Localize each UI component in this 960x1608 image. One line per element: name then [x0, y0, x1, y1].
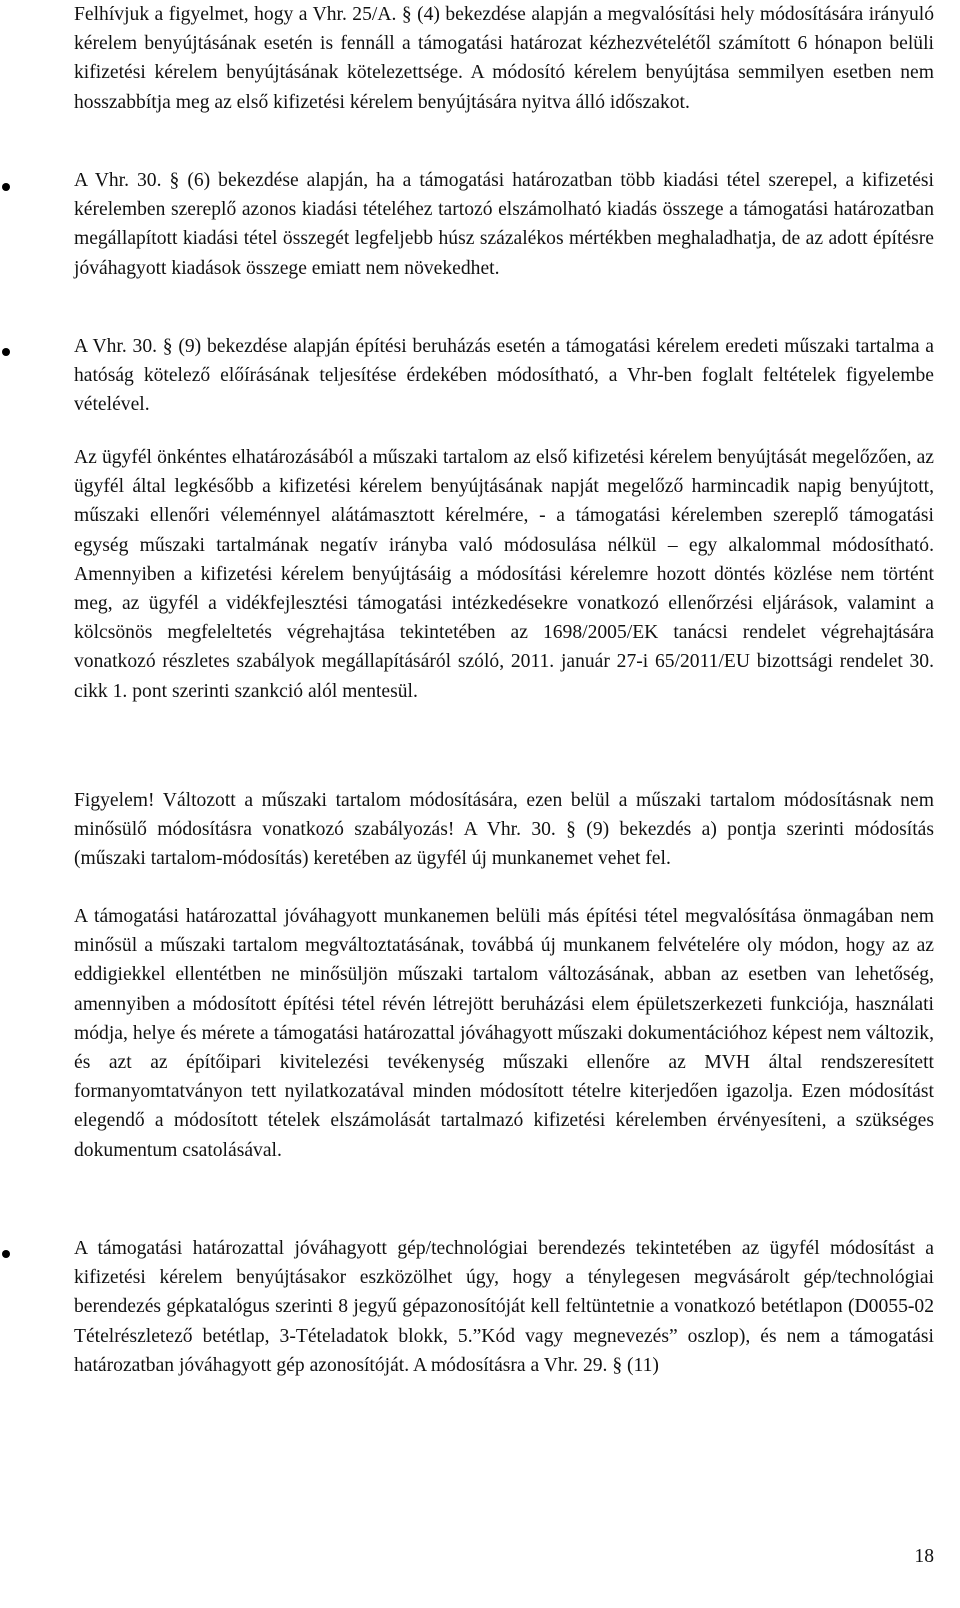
- bullet-icon: [2, 348, 10, 356]
- paragraph-location-change: Felhívjuk a figyelmet, hogy a Vhr. 25/A. § (4) bekezdése alapján a megvalósítási hely módosítására irányuló kérelem benyújtásának esetén is fennáll a támogatási határozat kézhezvételétől számított 6 hónapon belüli kifizetési kérelem benyújtásának kötelezettsége. A módosító kérelem benyújtása semmilyen esetben nem hosszabbítja meg az első kifizetési kérelem benyújtására nyitva álló időszakot.: [74, 4, 934, 113]
- bullet-item-machine-modification: A támogatási határozattal jóváhagyott gép/technológiai berendezés tekintetében az ügyfél módosítást a kifizetési kérelem benyújtásakor eszközölhet úgy, hogy a ténylegesen megvásárolt gép/technológiai berendezés gépkatalógus szerinti 8 jegyű gépazonosítóját kell feltüntetnie a vonatkozó betétlapon (D0055-02 Tételrészletező betétlap, 3-Tételadatok blokk, 5.”Kód vagy megnevezés” oszlop), és nem a támogatási határozatban jóváhagyott gép azonosítóját. A módosításra a Vhr. 29. § (11): [74, 1238, 934, 1376]
- bullet-icon: [2, 1250, 10, 1258]
- bullet-item-authority-requirement: A Vhr. 30. § (9) bekezdése alapján építési beruházás esetén a támogatási kérelem eredeti műszaki tartalma a hatóság kötelező előírásának teljesítése érdekében módosítható, a Vhr-ben foglalt feltételek figyelembe vételével.: [74, 336, 934, 416]
- paragraph-work-item: A támogatási határozattal jóváhagyott munkanemen belüli más építési tétel megvalósítása önmagában nem minősül a műszaki tartalom megváltoztatásának, továbbá új munkanem felvételére oly módon, hogy az az eddigiekkel ellentétben ne minősüljön műszaki tartalom változásának, abban az esetben van lehetőség, amennyiben a módosított építési tétel révén létrejött beruházási elem épületszerkezeti funkciója, használati módja, helye és mérete a támogatási határozattal jóváhagyott műszaki dokumentációhoz képest nem változik, és azt az építőipari kivitelezési tevékenység műszaki ellenőre az MVH által rendszeresített formanyomtatványon tett nyilatkozatával minden módosított tételre kiterjedően igazolja. Ezen módosítást elegendő a módosított tételek elszámolását tartalmazó kifizetési kérelemben érvényesíteni, a szükséges dokumentum csatolásával.: [74, 906, 934, 1161]
- page-number: 18: [914, 1546, 934, 1567]
- bullet-item-expense-limit: A Vhr. 30. § (6) bekezdése alapján, ha a támogatási határozatban több kiadási tétel szerepel, a kifizetési kérelemben szereplő azonos kiadási tételéhez tartozó elszámolható kiadás összege a támogatási határozatban megállapított kiadási tétel összegét legfeljebb húsz százalékos mértékben meghaladhatja, de az adott építésre jóváhagyott kiadások összege emiatt nem növekedhet.: [74, 170, 934, 279]
- paragraph-voluntary-modification: Az ügyfél önkéntes elhatározásából a műszaki tartalom az első kifizetési kérelem benyújtását megelőzően, az ügyfél által legkésőbb a kifizetési kérelem benyújtásának napját megelőző harmincadik napig benyújtott, műszaki ellenőri véleménnyel alátámasztott kérelmére, - a támogatási kérelemben szereplő támogatási egység műszaki tartalmának negatív irányba való módosulása nélkül – egy alkalommal módosítható. Amennyiben a kifizetési kérelem benyújtásáig a módosítási kérelemre hozott döntés közlése nem történt meg, az ügyfél a vidékfejlesztési támogatási intézkedésekre vonatkozó ellenőrzési eljárások, valamint a kölcsönös megfeleltetés végrehajtása tekintetében az 1698/2005/EK tanácsi rendelet végrehajtására vonatkozó részletes szabályok megállapításáról szóló, 2011. január 27-i 65/2011/EU bizottsági rendelet 30. cikk 1. pont szerinti szankció alól mentesül.: [74, 447, 934, 702]
- bullet-icon: [2, 183, 10, 191]
- paragraph-warning: Figyelem! Változott a műszaki tartalom módosítására, ezen belül a műszaki tartalom módosításnak nem minősülő módosításra vonatkozó szabályozás! A Vhr. 30. § (9) bekezdés a) pontja szerinti módosítás (műszaki tartalom-módosítás) keretében az ügyfél új munkanemet vehet fel.: [74, 790, 934, 870]
